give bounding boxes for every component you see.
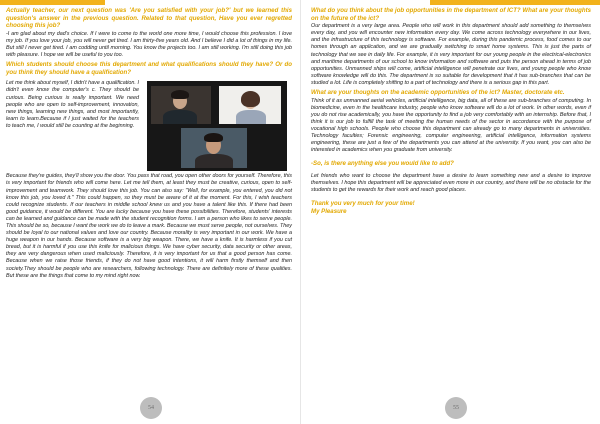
left-page-content: [6, 7, 292, 282]
question-anything-else: -So, is there anything else you would like to add?: [311, 160, 454, 168]
top-accent-bar: [0, 0, 105, 5]
answer-anything-else: Let friends who want to choose the department have a desire to learn something new and a desire to improve themselves. I hope this department will be appreciated even more in our country, and there will be no obstacle for the students to get the rewards for their work and reach good places.: [311, 172, 591, 194]
question-regret: Actually teacher, our next question was 'Are you satisfied with your job?' but we learned this question's answer in the previous question. Related to that question, Have you ever regretted choosing this job?: [6, 7, 292, 30]
question-academic-opportunities: What are your thoughts on the academic opportunities of the ict? Master, doctorate etc.: [311, 89, 565, 97]
page-number-left: 54: [140, 397, 162, 419]
answer-regret: -I am glad about my dad's choice. If I were to come to the world one more time, I would choose this profession. I love my job. If you love your job, you will never get tired. I am thirty-five years old. And I believe I did a lot of things in my life. But still I never get tired. I am codding until morning. You know the projects too. I am still working. I'm still doing this job with pleasure. I hope we will be useful to you too.: [6, 30, 292, 59]
question-qualifications: Which students should choose this department and what qualifications should they have? Or do you think they should have a qualification?: [6, 61, 292, 76]
participant-tile-1: [151, 86, 211, 124]
video-call-image: [147, 81, 287, 171]
participant-tile-speaker: [181, 128, 247, 168]
interview-block: [6, 80, 292, 171]
top-accent-bar: [430, 0, 600, 5]
answer-qualifications-intro: Let me think about myself, I didn't have a qualification. I didn't even know the computer's c. They should be curious. Being curious is really important. We need people who are open to self-improvement, innovation, new things, learning new things, and most importantly, learn to learn.Because if I just waited for the teachers to teach me, I would still be counting at the beginning.: [6, 80, 139, 129]
answer-academic-opportunities: Think of it as unmanned aerial vehicles, artificial intelligence, big data, all of these are sub-branches of computing. In biomedicine, even in the healthcare industry, people who know software will do a lot of work. In other words, even if you do not rise academically, you have the opportunity to find a job very comfortably with an internship. Before that, I think it is our job to fulfill the task of meeting the human needs of the sector in accordance with the purpose of vocational high schools. People who choose this department can already go to many departments in universities. Technology faculties; Forensic engineering, computer engineering, artificial intelligence, information systems engineering, these are just a few of the departments you can attend at the university. If you want, you can also be interested in academics when you graduate from university.: [311, 97, 591, 154]
closing-thanks: Thank you very much for your time!: [311, 200, 415, 208]
closing-reply: My Pleasure: [311, 207, 347, 215]
right-page-content: [311, 7, 591, 216]
answer-job-opportunities: Our department is a very large area. People who will work in this department should add something to themselves every day, and you will encounter new information every day. We come across technology everywhere in our lives, and the infrastructure of this technology is software. For example, during this pandemic process, food comes to our homes through an application, and we are gradually switching to smart home systems. This is just the parts of technology that we see in daily life. For example, it is very important for our young people in the electrical-electronics and maritime departments of our school to know information and software and puts the person ahead in terms of job opportunities. Unmanned ships will come, artificial intelligence will penetrate our lives, and young people who know software knowledge will do this. The department is so suitable for development that it has sub-branches that can be studied a lot. Life is completely shifting to a part of technology and there is a serious gap in this part.: [311, 23, 591, 86]
right-page: [300, 0, 600, 424]
participant-tile-2: [219, 86, 281, 124]
question-job-opportunities: What do you think about the job opportunities in the department of ICT? What are your thoughts on the future of the ict?: [311, 7, 591, 22]
page-number-right: 55: [445, 397, 467, 419]
answer-qualifications-body: Because they're guides, they'll show you the door. You pass that road, you open other doors for yourself. Therefore, this is very important for friends who will come here. Let me tell them, at least they must be creative, curious, open to self-improvement and teamwork. They should love this job. You can also say: "Well, for example, you entered, you did not know this job, you loved it." This could happen, so they must be aware of it at the moment. For this, I wish teachers could recognize students. If our teachers in middle school knew us and you have a talent like this. If there had been good guidance, it would be different. You are lucky because you have these possibilities. Therefore, students' interests can be learned and guidance can be made with the student recognition forms. I am a person who likes to serve people. This should be so, because I want the work we do to leave a mark. Because we must serve people, not ourselves. They should be loyal to our national values and love our country. Because morality is very important in our work. We have a huge weapon in our hands. Because software is a very big weapon. There, we have a knife. It is harmless if you cut bread, but it is harmful if you use this knife for malicious things. We have cyber security, data security or other areas, they are very dangerous when used maliciously. Therefore, it is very important for us that a good person has come. Because when we raise those friends, if they do not have good intentions, it will harm firstly themself and then society.They should be people who are researchers, following technology. There are definitely more of these qualities. But these are the things that come to my mind right now.: [6, 173, 292, 279]
